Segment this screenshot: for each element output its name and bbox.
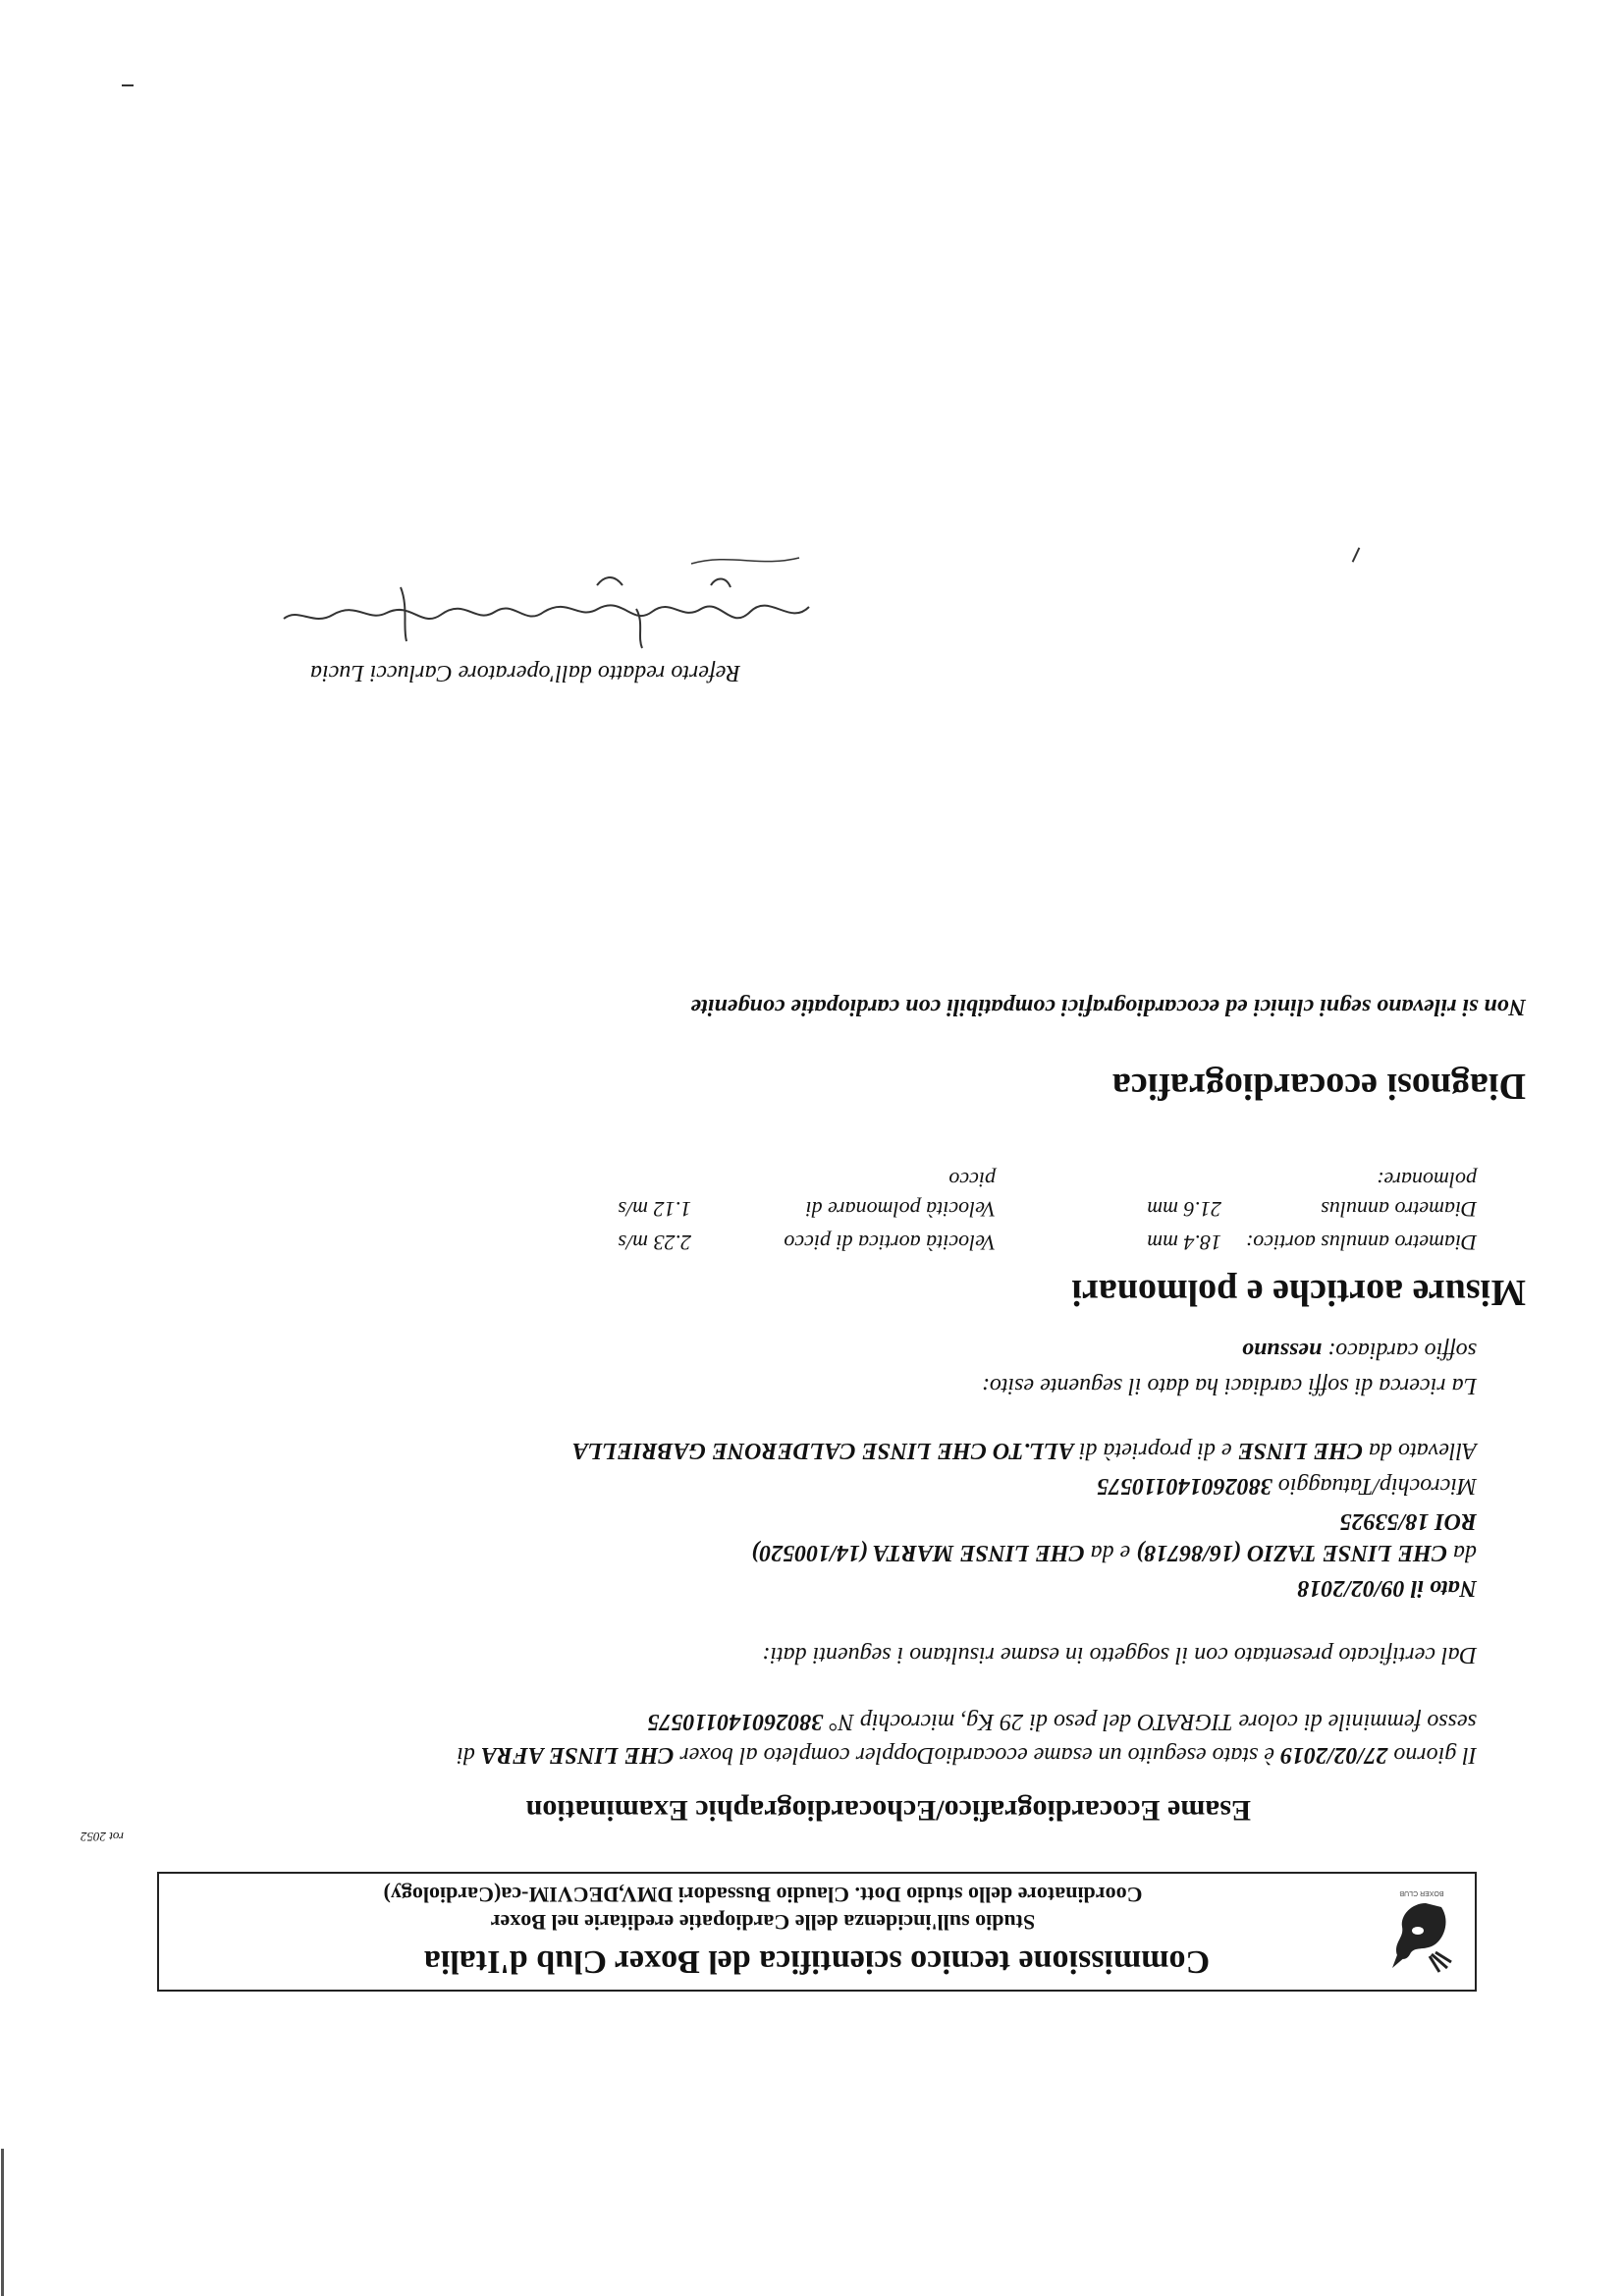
murmur-line: La ricerca di soffi cardiaci ha dato il seguente esito: bbox=[981, 1373, 1477, 1398]
breeder-prefix: Allevato da bbox=[1369, 1438, 1477, 1463]
murmur-value: nessuno bbox=[1241, 1338, 1323, 1363]
born-label: Nato il bbox=[1410, 1575, 1477, 1601]
exam-date: 27/02/2019 bbox=[1279, 1742, 1388, 1768]
handwritten-signature bbox=[269, 519, 819, 666]
measure-row bbox=[618, 1196, 1477, 1222]
scan-edge-mark bbox=[1, 2149, 4, 2296]
intro-microchip: 380260140110575 bbox=[647, 1709, 824, 1734]
stray-mark bbox=[1352, 547, 1361, 562]
sire: CHE LINSE TAZIO (16/86718) bbox=[1136, 1540, 1447, 1565]
measure-label: Diametro annulus aortico: bbox=[1245, 1230, 1477, 1255]
measure-label: Diametro annulus bbox=[1321, 1197, 1477, 1222]
intro-line-1 bbox=[457, 1741, 1477, 1768]
measure-label-2: Velocità aortica di picco bbox=[784, 1230, 996, 1255]
microchip-label: Microchip/Tatuaggio bbox=[1277, 1473, 1477, 1499]
diagnosis-text: Non si rilevano segni clinici ed ecocardiografici compatibili con cardiopatie congenite bbox=[690, 994, 1526, 1019]
measure-row bbox=[948, 1167, 1477, 1192]
stray-mark bbox=[122, 84, 134, 86]
intro-suffix: di bbox=[457, 1742, 475, 1768]
owner: ALL.TO CHE LINSE CALDERONE GABRIELLA bbox=[571, 1438, 1074, 1463]
measure-label: polmonare: bbox=[1377, 1168, 1477, 1192]
microchip-value: 380260140110575 bbox=[1097, 1473, 1272, 1499]
parents-line bbox=[751, 1539, 1477, 1565]
e-da-label: e da bbox=[1090, 1540, 1131, 1565]
header-subtitle: Studio sull'incidenza delle Cardiopatie ereditarie nel Boxer bbox=[490, 1910, 1036, 1935]
intro-mid: è stato eseguito un esame ecocardioDoppler completo al boxer bbox=[679, 1742, 1274, 1768]
measure-value: 21.6 mm bbox=[1147, 1197, 1221, 1222]
certificate-line: Dal certificato presentato con il soggetto in esame risultano i seguenti dati: bbox=[762, 1642, 1477, 1667]
dog-name: CHE LINSE AFRA bbox=[480, 1742, 675, 1768]
murmur-result bbox=[1242, 1337, 1477, 1363]
header-box bbox=[157, 1872, 1477, 1992]
born-line bbox=[1297, 1574, 1477, 1601]
measure-label-2: Velocità polmonare di bbox=[805, 1197, 996, 1222]
measure-label-2: picco bbox=[948, 1168, 996, 1192]
roi-number: ROI 18/53925 bbox=[1339, 1508, 1477, 1534]
intro-prefix: Il giorno bbox=[1393, 1742, 1477, 1768]
breeder: CHE LINSE bbox=[1237, 1438, 1364, 1463]
da-label: da bbox=[1453, 1540, 1477, 1565]
murmur-label: soffio cardiaco: bbox=[1327, 1338, 1477, 1363]
measure-value: 18.4 mm bbox=[1147, 1230, 1221, 1255]
svg-text:BOXER CLUB: BOXER CLUB bbox=[1399, 1889, 1444, 1896]
measure-value-2: 2.23 m/s bbox=[618, 1230, 691, 1255]
header-title: Commissione tecnico scientifica del Boxer Club d'Italia bbox=[423, 1943, 1211, 1980]
microchip-line bbox=[1097, 1472, 1477, 1499]
report-author: Referto redatto dall'operatore Carlucci Lucia bbox=[310, 660, 740, 685]
exam-title: Esame Ecocardiografico/Echocardiographic Examination bbox=[525, 1794, 1251, 1827]
breeder-line bbox=[572, 1437, 1477, 1463]
intro-line2-prefix: sesso femminile di colore TIGRATO del peso di 29 Kg, microchip N° bbox=[829, 1709, 1477, 1734]
header-coordinator: Coordinatore dello studio Dott. Claudio Bussadori DMV,DECVIM-ca(Cardiology) bbox=[383, 1883, 1143, 1907]
reference-number: rot 2052 bbox=[81, 1830, 124, 1844]
diagnosis-title: Diagnosi ecocardiografica bbox=[1111, 1066, 1526, 1107]
measures-title: Misure aortiche e polmonari bbox=[1071, 1272, 1526, 1313]
intro-line-2 bbox=[648, 1708, 1477, 1734]
measure-value-2: 1.12 m/s bbox=[618, 1197, 691, 1222]
measure-row bbox=[618, 1230, 1477, 1255]
owner-mid: e di proprietà di bbox=[1078, 1438, 1232, 1463]
born-date: 09/02/2018 bbox=[1297, 1575, 1405, 1601]
dam: CHE LINSE MARTA (14/100520) bbox=[751, 1540, 1085, 1565]
